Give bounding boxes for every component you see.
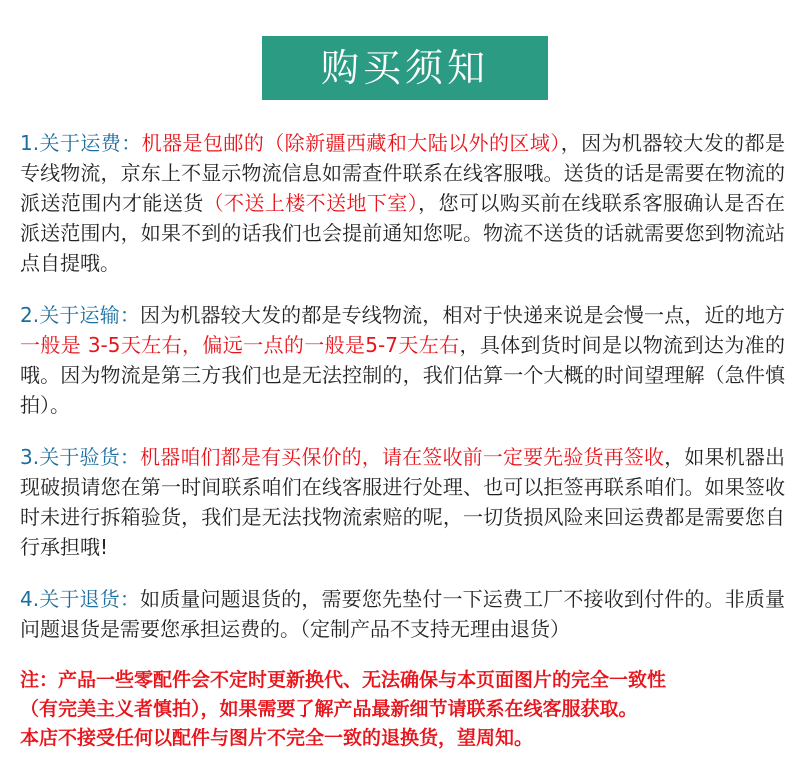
section-inspection [20, 442, 785, 562]
section-heading: 3.关于验货： [20, 445, 141, 469]
section-heading: 2.关于运输： [20, 303, 141, 327]
highlight-text: 一般是 3-5天左右，偏远一点的一般是5-7天左右 [20, 333, 460, 357]
highlight-text: （不送上楼不送地下室） [203, 191, 419, 215]
disclaimer-note [20, 666, 785, 753]
section-heading: 4.关于退货： [20, 587, 141, 611]
section-returns [20, 584, 785, 644]
body-text: ，如果机器出现破损请您在第一时间联系咱们在线客服进行处理、也可以拒签再联系咱们。如果签收时未进行拆箱验货，我们是无法找物流索赔的呢，一切货损风险来回运费都是需要您自行承担哦! [20, 445, 786, 559]
title-banner [262, 36, 548, 100]
body-text: ，具体到货时间是以物流到达为准的哦。因为物流是第三方我们也是无法控制的，我们估算一个大概的时间望理解（急件慎拍）。 [20, 333, 785, 417]
section-transport [20, 300, 785, 420]
body-text: 因为机器较大发的都是专线物流，相对于快递来说是会慢一点，近的地方 [140, 303, 785, 327]
note-line: 本店不接受任何以配件与图片不完全一致的退换货，望周知。 [20, 727, 534, 749]
section-shipping-fee [20, 128, 785, 278]
highlight-text: 机器咱们都是有买保价的，请在签收前一定要先验货再签收 [140, 445, 665, 469]
highlight-text: 机器是包邮的（除新疆西藏和大陆以外的区域） [141, 131, 561, 155]
notice-content [20, 128, 785, 753]
note-line: （有完美主义者慎拍），如果需要了解产品最新细节请联系在线客服获取。 [20, 698, 638, 720]
body-text: ，因为机器较大发的都是专线物流，京东上不显示物流信息如需查件联系在线客服哦。送货的话是需要在物流的派送范围内才能送货 [20, 131, 786, 215]
section-heading: 1.关于运费： [20, 131, 142, 155]
note-line: 注：产品一些零配件会不定时更新换代、无法确保与本页面图片的完全一致性 [20, 669, 667, 691]
page-title: 购买须知 [320, 46, 489, 90]
body-text: 如质量问题退货的，需要您先垫付一下运费工厂不接收到付件的。非质量问题退货是需要您承担运费的。（定制产品不支持无理由退货） [20, 587, 785, 641]
body-text: ，您可以购买前在线联系客服确认是否在派送范围内，如果不到的话我们也会提前通知您呢。物流不送货的话就需要您到物流站点自提哦。 [20, 191, 786, 275]
